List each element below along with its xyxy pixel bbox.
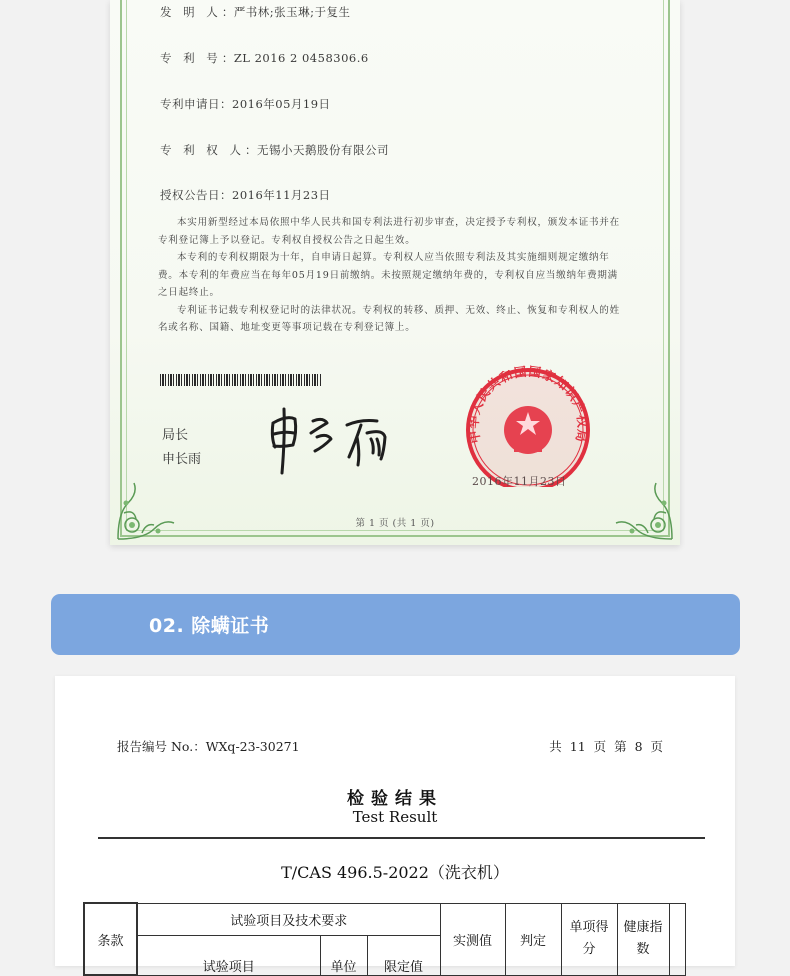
patent-no-row: 专 利 号：ZL 2016 2 0458306.6 <box>160 51 369 65</box>
header-test-item: 试验项目 <box>137 935 320 975</box>
section-title: 02. 除螨证书 <box>149 615 270 637</box>
application-date-label: 专利申请日 <box>160 97 220 111</box>
patent-certificate <box>110 0 680 545</box>
corner-ornament-icon <box>114 473 184 543</box>
header-judgment: 判定 <box>505 903 561 975</box>
header-unit: 单位 <box>320 935 367 975</box>
certificate-paragraph: 本专利的专利权期限为十年，自申请日起算。专利权人应当依照专利法及其实施细则规定缴纳年费。本专利的年费应当在每年05月19日前缴纳。未按照规定缴纳年费的，专利权自应当缴纳年费期满之日起终止。 <box>158 252 618 298</box>
header-extra-column <box>669 903 685 975</box>
report-number: 报告编号 No.：WXq-23-30271 <box>117 739 300 754</box>
certificate-body <box>158 214 628 337</box>
certificate-page-number: 第 1 页 (共 1 页) <box>355 518 435 529</box>
patent-no-label: 专 利 号 <box>160 51 222 65</box>
report-divider <box>98 837 705 839</box>
inventor-row: 发 明 人：严书林;张玉琳;于复生 <box>160 5 351 19</box>
report-standard: T/CAS 496.5-2022（洗衣机） <box>281 863 509 882</box>
corner-ornament-icon <box>606 473 676 543</box>
report-subtitle: Test Result <box>352 808 438 826</box>
report-page-info: 共 11 页 第 8 页 <box>549 739 663 754</box>
barcode <box>160 374 322 386</box>
header-clause: 条款 <box>84 903 137 975</box>
certificate-paragraph: 本实用新型经过本局依照中华人民共和国专利法进行初步审查，决定授予专利权，颁发本证书并在专利登记簿上予以登记。专利权自授权公告之日起生效。 <box>158 217 620 246</box>
inventor-label: 发 明 人 <box>160 5 222 19</box>
report-title: 检验结果 <box>347 789 443 809</box>
header-limit: 限定值 <box>367 935 440 975</box>
header-test-items-requirements: 试验项目及技术要求 <box>137 903 440 935</box>
application-date-row: 专利申请日：2016年05月19日 <box>160 97 331 111</box>
certificate-paragraph: 专利证书记载专利权登记时的法律状况。专利权的转移、质押、无效、终止、恢复和专利权人的姓名或名称、国籍、地址变更等事项记载在专利登记簿上。 <box>158 304 620 333</box>
seal-date: 2016年11月23日 <box>472 475 567 488</box>
grant-date: 2016年11月23日 <box>232 188 331 202</box>
header-measured: 实测值 <box>440 903 505 975</box>
patentee-label: 专 利 权 人 <box>160 143 245 157</box>
application-date: 2016年05月19日 <box>232 97 331 111</box>
official-seal <box>458 362 598 487</box>
inventors: 严书林;张玉琳;于复生 <box>233 5 351 19</box>
test-report <box>55 676 735 975</box>
patent-no: ZL 2016 2 0458306.6 <box>233 51 369 65</box>
section-banner <box>51 594 740 655</box>
director-signature <box>265 403 400 478</box>
seal-text: 中华人民共和国国家知识产权局 <box>465 363 591 445</box>
grant-date-label: 授权公告日 <box>160 188 220 202</box>
grant-date-row: 授权公告日：2016年11月23日 <box>160 188 331 202</box>
director-title: 局长 <box>162 428 189 443</box>
patentee-row: 专 利 权 人：无锡小天鹅股份有限公司 <box>160 143 389 157</box>
header-item-score: 单项得分 <box>561 903 617 975</box>
director-name: 申长雨 <box>162 452 202 467</box>
header-health-index: 健康指数 <box>617 903 669 975</box>
patentee: 无锡小天鹅股份有限公司 <box>256 143 389 157</box>
result-table <box>83 902 686 976</box>
